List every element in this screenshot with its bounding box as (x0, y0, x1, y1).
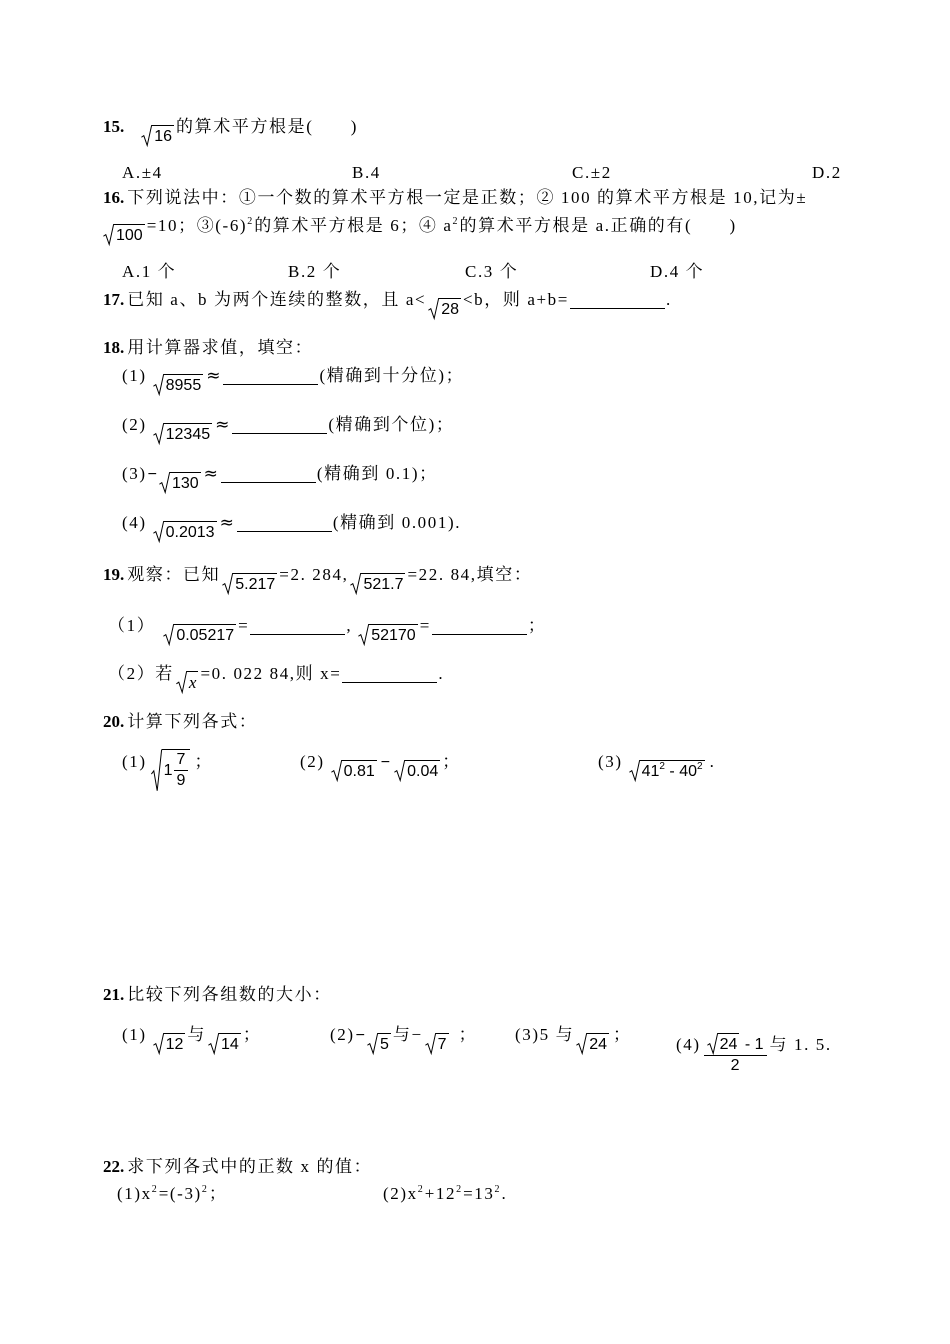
numerator-rest: - 1 (740, 1036, 764, 1053)
q21-part-2 (330, 1025, 477, 1054)
q19-part-1 (108, 616, 547, 645)
question-15 (103, 117, 358, 146)
precision-note: (精确到 0.001). (332, 513, 462, 532)
radical (176, 671, 199, 693)
radical (153, 1033, 186, 1054)
answer-blank (221, 466, 316, 483)
precision-note: (精确到个位)； (328, 415, 455, 434)
q15-option-d: D.2 (812, 163, 842, 182)
exponent: 2 (247, 216, 253, 227)
question-19 (103, 565, 532, 594)
minus-sign: − (380, 754, 391, 771)
q22-part-2 (383, 1184, 507, 1204)
equals-sign: = (238, 616, 250, 635)
radicand: 12345 (164, 423, 213, 444)
radicand: 16 (152, 125, 174, 146)
approx-symbol: ≈ (206, 366, 221, 386)
question-stem: 比较下列各组数的大小： (127, 985, 332, 1004)
answer-blank (570, 292, 665, 309)
numerator (704, 1033, 767, 1056)
item-label: (4) (122, 513, 147, 532)
numerator: 7 (174, 751, 189, 771)
radical (350, 573, 405, 594)
stem-text: =10；③(-6) (146, 216, 248, 235)
radical (159, 472, 201, 493)
exponent: 2 (452, 216, 458, 227)
question-stem: 的算术平方根是( ) (176, 117, 358, 136)
answer-blank (237, 515, 332, 532)
q20-part-2 (300, 752, 461, 781)
question-22 (103, 1157, 372, 1177)
radical-sign-icon (153, 521, 164, 542)
radicand: 521.7 (361, 573, 405, 594)
item-label: （1） (108, 616, 156, 635)
item-label: (3)5 与 (515, 1025, 575, 1044)
radicand: 7 (436, 1033, 449, 1054)
radicand: 100 (114, 224, 145, 245)
radical-sign-icon (358, 624, 369, 645)
radical-sign-icon (153, 1033, 164, 1054)
radical (331, 760, 377, 781)
radical-sign-icon (394, 760, 405, 781)
q18-item-1 (122, 366, 464, 395)
question-stem: 观察：已知 (127, 565, 221, 584)
radicand: 5 (378, 1033, 391, 1054)
expression-text: x (141, 1184, 152, 1203)
exponent: 2 (697, 761, 703, 772)
radical (153, 374, 204, 395)
question-number: 15. (103, 117, 125, 136)
radical (425, 1033, 449, 1054)
radical-sign-icon (350, 573, 361, 594)
q16-option-d: D.4 个 (650, 262, 705, 281)
question-16-line-2 (103, 216, 737, 245)
q18-item-2 (122, 415, 455, 444)
radicand: 130 (170, 472, 201, 493)
minus-sign: − (355, 1027, 365, 1044)
answer-blank (342, 666, 437, 683)
exponent: 2 (494, 1184, 500, 1195)
fraction (704, 1033, 767, 1075)
question-number: 21. (103, 985, 125, 1004)
item-end: ； (527, 616, 547, 635)
radicand: 0.2013 (164, 521, 217, 542)
radical-sign-icon (163, 624, 174, 645)
equals-sign: = (419, 616, 431, 635)
approx-symbol: ≈ (215, 415, 230, 435)
question-21 (103, 985, 332, 1005)
q21-part-3 (515, 1025, 632, 1054)
question-number: 18. (103, 338, 125, 357)
question-number: 16. (103, 188, 125, 207)
radical (151, 749, 191, 792)
expression-text: =13 (463, 1184, 495, 1203)
item-label: (2) (122, 415, 147, 434)
radical-sign-icon (141, 125, 152, 146)
q16-option-c: C.3 个 (465, 262, 519, 281)
radical-sign-icon (222, 573, 233, 594)
q16-option-a: A.1 个 (122, 262, 177, 281)
stem-end: . (665, 290, 672, 309)
q20-part-3 (598, 752, 715, 781)
q15-option-a: A.±4 (122, 163, 163, 182)
radical (103, 224, 145, 245)
question-stem: 下列说法中：①一个数的算术平方根一定是正数；② 100 的算术平方根是 10,记为± (127, 188, 808, 207)
radical (358, 624, 418, 645)
question-number: 17. (103, 290, 125, 309)
item-label: （2）若 (108, 664, 174, 683)
radical (428, 298, 461, 319)
stem-text: 的算术平方根是 6；④ a (254, 216, 453, 235)
question-stem: 用计算器求值，填空： (127, 338, 314, 357)
radical (153, 521, 217, 542)
radical-sign-icon (159, 472, 170, 493)
item-end: ； (442, 752, 461, 771)
q15-option-c: C.±2 (572, 163, 612, 182)
question-16-line-1 (103, 188, 807, 208)
approx-symbol: ≈ (219, 513, 234, 533)
radicand: x (188, 673, 197, 692)
item-label: (1) (117, 1184, 142, 1203)
expression-text: =(-3) (158, 1184, 202, 1203)
radicand: 52170 (369, 624, 418, 645)
conjunction: 与− (392, 1025, 423, 1044)
radical-sign-icon (153, 374, 164, 395)
item-label: (2) (300, 752, 325, 771)
radicand: 0.81 (342, 760, 377, 781)
item-end: ； (612, 1025, 632, 1044)
radicand: 8955 (164, 374, 204, 395)
radicand: 24 (587, 1033, 609, 1054)
radicand: 0.04 (405, 760, 440, 781)
item-end: ； (458, 1025, 478, 1044)
item-label: (3) (122, 464, 147, 483)
radicand-wrapper (162, 749, 191, 792)
exponent: 2 (417, 1184, 423, 1195)
exponent: 2 (456, 1184, 462, 1195)
q16-option-b: B.2 个 (288, 262, 342, 281)
item-label: (1) (122, 752, 147, 771)
mixed-number-whole: 1 (163, 761, 173, 779)
radical-sign-icon (629, 760, 640, 781)
answer-blank (432, 618, 527, 635)
question-20 (103, 712, 257, 732)
q22-part-1 (117, 1184, 227, 1204)
radicand: 28 (439, 298, 461, 319)
q15-option-b: B.4 (352, 163, 381, 182)
radical (222, 573, 277, 594)
item-text: =0. 022 84,则 x= (200, 664, 342, 683)
item-tail: 与 1. 5. (769, 1034, 832, 1054)
item-label: (2) (330, 1025, 355, 1044)
radicand: 24 (718, 1033, 740, 1054)
question-17 (103, 290, 672, 319)
radical (208, 1033, 241, 1054)
radical (367, 1033, 391, 1054)
answer-blank (232, 417, 327, 434)
radicand-wrapper (187, 671, 199, 693)
conjunction: 与 (187, 1025, 207, 1044)
item-end: ； (208, 1184, 228, 1203)
stem-text: 已知 a、b 为两个连续的整数，且 a< (127, 290, 427, 309)
given-value: =2. 284, (279, 565, 349, 584)
radicand: 14 (219, 1033, 241, 1054)
stem-text: <b，则 a+b= (462, 290, 569, 309)
question-stem: 计算下列各式： (127, 712, 258, 731)
q21-part-1 (122, 1025, 261, 1054)
item-end: . (501, 1184, 508, 1203)
radical-sign-icon (576, 1033, 587, 1054)
item-end: . (438, 664, 445, 683)
radical-sign-icon (425, 1033, 436, 1054)
radicand: 12 (164, 1033, 186, 1054)
given-value: =22. 84,填空： (407, 565, 533, 584)
radicand: 0.05217 (174, 624, 236, 645)
q20-part-1 (122, 752, 213, 792)
radical-sign-icon (367, 1033, 378, 1054)
exponent: 2 (659, 761, 665, 772)
question-number: 22. (103, 1157, 125, 1176)
radical (576, 1033, 609, 1054)
item-end: . (709, 752, 716, 771)
fraction (174, 751, 189, 790)
exponent: 2 (151, 1184, 157, 1195)
item-label: (2) (383, 1184, 408, 1203)
item-end: ； (242, 1025, 262, 1044)
radical-sign-icon (176, 671, 187, 693)
base: 41 (641, 763, 660, 780)
operator: - (664, 763, 680, 780)
precision-note: (精确到 0.1)； (316, 464, 438, 483)
radical (394, 760, 440, 781)
q19-part-2 (108, 664, 444, 693)
radical-sign-icon (153, 423, 164, 444)
radical-sign-icon (428, 298, 439, 319)
radical-sign-icon (103, 224, 114, 245)
item-label: (1) (122, 1025, 147, 1044)
question-stem: 求下列各式中的正数 x 的值： (127, 1157, 373, 1176)
radical-sign-icon (151, 749, 162, 792)
radical (153, 423, 213, 444)
approx-symbol: ≈ (203, 464, 218, 484)
q21-part-4 (676, 1025, 832, 1074)
radicand-wrapper (640, 760, 705, 781)
question-18 (103, 338, 313, 358)
radical-sign-icon (331, 760, 342, 781)
question-number: 19. (103, 565, 125, 584)
item-end: ； (194, 752, 214, 771)
radicand: 5.217 (233, 573, 277, 594)
expression-text: x (407, 1184, 418, 1203)
radical (141, 125, 174, 146)
radical-sign-icon (208, 1033, 219, 1054)
radical-sign-icon (707, 1033, 718, 1054)
answer-blank (223, 368, 318, 385)
base: 40 (679, 763, 697, 780)
radical (629, 760, 705, 781)
radical (707, 1033, 740, 1054)
q18-item-4 (122, 513, 461, 542)
question-number: 20. (103, 712, 125, 731)
exponent: 2 (201, 1184, 207, 1195)
item-label: (4) (676, 1034, 701, 1054)
q18-item-3 (122, 464, 438, 493)
separator: , (346, 616, 353, 635)
radical (163, 624, 236, 645)
precision-note: (精确到十分位)； (319, 366, 465, 385)
minus-sign: − (147, 466, 157, 483)
item-label: (3) (598, 752, 623, 771)
stem-text: 的算术平方根是 a.正确的有( ) (459, 216, 737, 235)
denominator: 9 (176, 772, 186, 789)
answer-blank (250, 618, 345, 635)
denominator: 2 (730, 1057, 740, 1074)
expression-text: +12 (424, 1184, 457, 1203)
item-label: (1) (122, 366, 147, 385)
